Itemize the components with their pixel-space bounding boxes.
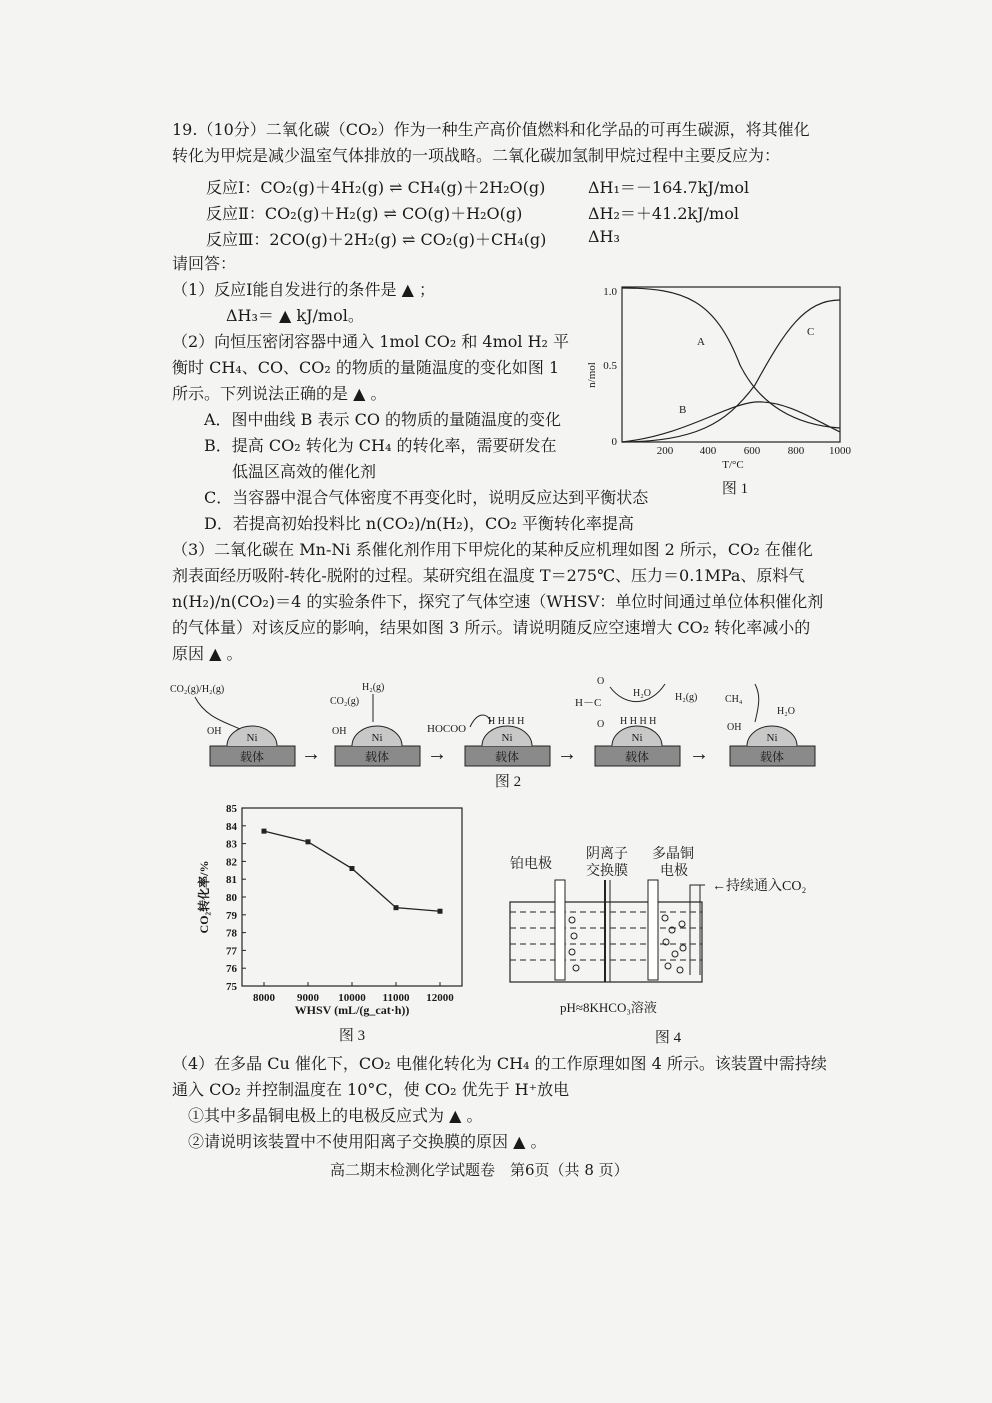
fig1-ylabel: n/mol [586,362,598,388]
question-intro-line2: 转化为甲烷是减少温室气体排放的一项战略。二氧化碳加氢制甲烷过程中主要反应为： [172,146,781,165]
fig3-xtick-label: 9000 [297,992,319,1004]
fig3-ytick-label: 80 [226,892,237,904]
option-b-line1: B．提高 CO₂ 转化为 CH₄ 的转化率，需要研发在 [204,436,557,455]
fig3-data-point [262,829,267,834]
part2-line2: 衡时 CH₄、CO、CO₂ 的物质的量随温度的变化如图 1 [172,358,560,377]
fig3-series-line [264,831,440,911]
fig4-solution-label: pH≈8KHCO₃溶液 [560,1000,657,1015]
svg-text:Ni: Ni [766,732,778,744]
fig3-caption: 图 3 [338,1028,366,1044]
part4-line1: （4）在多晶 Cu 催化下，CO₂ 电催化转化为 CH₄ 的工作原理如图 4 所示。该装置中需持续 [172,1054,827,1073]
fig1-label-a: A [697,336,705,348]
fig3-xtick-label: 11000 [382,992,410,1004]
fig3-xtick-label: 10000 [338,992,366,1004]
part1-line1: （1）反应Ⅰ能自发进行的条件是 ▲ ； [172,280,435,299]
part2-line3: 所示。下列说法正确的是 ▲ 。 [172,384,387,403]
svg-text:载体: 载体 [239,750,265,764]
fig3-ytick-label: 82 [226,856,237,869]
svg-text:载体: 载体 [759,750,785,764]
svg-text:载体: 载体 [364,750,390,764]
fig4-co2-tube [690,885,705,975]
reaction-2: 反应Ⅱ：CO₂(g)＋H₂(g) ⇌ CO(g)＋H₂O(g) [206,204,523,223]
fig1-ytick-1: 1.0 [603,286,617,298]
fig1-xtick-200: 200 [656,445,674,457]
fig1-curve-c [622,300,840,442]
fig1-frame [622,287,840,442]
fig3-ytick-label: 76 [226,963,237,976]
reaction-1-enthalpy: ΔH₁＝－164.7kJ/mol [588,178,750,197]
fig1-xtick-800: 800 [787,445,805,457]
fig3-data-point [306,839,311,844]
reaction-3: 反应Ⅲ：2CO(g)＋2H₂(g) ⇌ CO₂(g)＋CH₄(g) [206,230,547,249]
svg-text:载体: 载体 [494,750,520,764]
fig2-stage-2 [330,682,420,766]
svg-text:O: O [597,676,605,687]
fig3-ytick-label: 83 [226,838,237,851]
fig1-xtick-1000: 1000 [829,445,851,457]
fig3-ytick-label: 81 [226,874,237,887]
fig2-stage-1 [170,684,295,766]
fig3-xtick-label: 8000 [253,992,275,1004]
fig4-cu-label1: 多晶铜 [652,847,694,862]
svg-text:O: O [597,719,605,730]
fig1-xtick-600: 600 [743,445,761,457]
part3-line1: （3）二氧化碳在 Mn-Ni 系催化剂作用下甲烷化的某种反应机理如图 2 所示，CO₂ 在催化 [172,540,813,559]
fig2-arrow-2: → [427,743,447,765]
fig4-cu-electrode [648,880,658,980]
part3-line5: 原因 ▲ 。 [172,644,243,663]
fig3-xtick-label: 12000 [426,992,454,1004]
option-d: D．若提高初始投料比 n(CO₂)/n(H₂)，CO₂ 平衡转化率提高 [204,514,634,533]
fig3-data-point [394,905,399,910]
svg-text:Ni: Ni [501,732,513,744]
svg-text:H－C: H－C [575,697,602,709]
fig3-ytick-label: 85 [226,803,237,815]
page-footer: 高二期末检测化学试题卷 第6页（共 8 页） [330,1161,629,1179]
svg-text:OH: OH [332,726,347,737]
option-b-line2: 低温区高效的催化剂 [232,462,377,481]
figure-4 [500,840,860,1050]
svg-text:Ni: Ni [631,732,643,744]
reaction-3-enthalpy: ΔH₃ [588,227,620,246]
figure-2 [165,672,845,792]
fig3-plot-frame [242,808,462,986]
fig2-arrow-4: → [689,743,709,765]
fig1-ytick-0: 0 [611,436,617,448]
fig2-caption: 图 2 [494,774,522,790]
reaction-1: 反应Ⅰ：CO₂(g)＋4H₂(g) ⇌ CH₄(g)＋2H₂O(g) [206,178,546,197]
svg-text:H H H H: H H H H [620,716,657,727]
svg-text:H₂O: H₂O [777,706,795,717]
svg-text:载体: 载体 [624,750,650,764]
part2-line1: （2）向恒压密闭容器中通入 1mol CO₂ 和 4mol H₂ 平 [172,332,570,351]
fig4-pt-label: 铂电极 [510,857,552,872]
fig2-arrow-1: → [301,743,321,765]
svg-text:HOCOO: HOCOO [427,723,467,735]
fig3-data-point [438,909,443,914]
fig1-label-b: B [679,404,687,416]
part3-line4: 的气体量）对该反应的影响，结果如图 3 所示。请说明随反应空速增大 CO₂ 转化率减小的 [172,618,811,637]
fig3-xlabel: WHSV (mL/(g_cat·h)) [294,1003,410,1017]
option-a: A．图中曲线 B 表示 CO 的物质的量随温度的变化 [204,410,562,429]
svg-text:OH: OH [207,726,222,737]
fig1-ytick-05: 0.5 [603,360,617,372]
svg-text:Ni: Ni [246,732,258,744]
svg-text:CH₄: CH₄ [725,694,743,705]
part1-line2: ΔH₃＝ ▲ kJ/mol。 [226,306,364,325]
fig4-caption: 图 4 [654,1030,682,1046]
fig1-xtick-400: 400 [699,445,717,457]
fig4-membrane-label1: 阴离子 [586,847,628,862]
figure-1 [575,275,855,495]
fig3-data-point [350,866,355,871]
part3-line3: n(H₂)/n(CO₂)＝4 的实验条件下，探究了气体空速（WHSV：单位时间通过单位体积催化剂 [172,592,824,611]
fig4-cu-label2: 电极 [660,864,688,879]
fig1-label-c: C [807,326,815,338]
fig2-stage-5 [725,684,815,766]
part4-line3: ①其中多晶铜电极上的电极反应式为 ▲ 。 [188,1106,483,1125]
fig3-ytick-label: 75 [226,981,237,993]
svg-text:Ni: Ni [371,732,383,744]
fig4-pt-electrode [555,880,565,980]
svg-text:H₂O: H₂O [633,688,651,699]
part4-line2: 通入 CO₂ 并控制温度在 10°C，使 CO₂ 优先于 H⁺放电 [172,1080,570,1099]
fig2-stage-4 [575,676,697,766]
fig4-feed-label: ←持续通入CO₂ [712,879,807,894]
fig1-xlabel: T/°C [722,459,744,471]
fig3-ytick-label: 78 [226,927,237,940]
fig4-membrane-label2: 交换膜 [586,864,628,879]
figure-3-chart [190,800,490,1050]
fig3-ytick-label: 77 [226,945,237,958]
fig3-ylabel: CO₂转化率/% [197,860,211,934]
option-c: C．当容器中混合气体密度不再变化时，说明反应达到平衡状态 [204,488,649,507]
fig1-curve-a [622,288,840,428]
svg-text:H₂(g): H₂(g) [675,692,698,703]
part4-line4: ②请说明该装置中不使用阳离子交换膜的原因 ▲ 。 [188,1132,547,1151]
svg-text:H H H H: H H H H [488,716,525,727]
svg-text:CO₂(g): CO₂(g) [330,696,360,707]
reaction-2-enthalpy: ΔH₂＝＋41.2kJ/mol [588,204,739,223]
question-intro-line1: 19.（10分）二氧化碳（CO₂）作为一种生产高价值燃料和化学品的可再生碳源，将其催化 [172,120,810,139]
svg-text:H₂(g): H₂(g) [362,682,385,693]
fig4-bubbles [569,915,686,973]
part3-line2: 剂表面经历吸附-转化-脱附的过程。某研究组在温度 T＝275℃、压力＝0.1MPa、原料气 [172,566,805,585]
fig3-ytick-label: 84 [226,820,237,833]
fig3-ytick-label: 79 [226,909,237,922]
svg-text:CO₂(g)/H₂(g): CO₂(g)/H₂(g) [170,684,225,695]
fig2-arrow-3: → [557,743,577,765]
ask-line: 请回答： [172,254,237,273]
fig1-caption: 图 1 [721,481,749,497]
svg-text:OH: OH [727,722,742,733]
